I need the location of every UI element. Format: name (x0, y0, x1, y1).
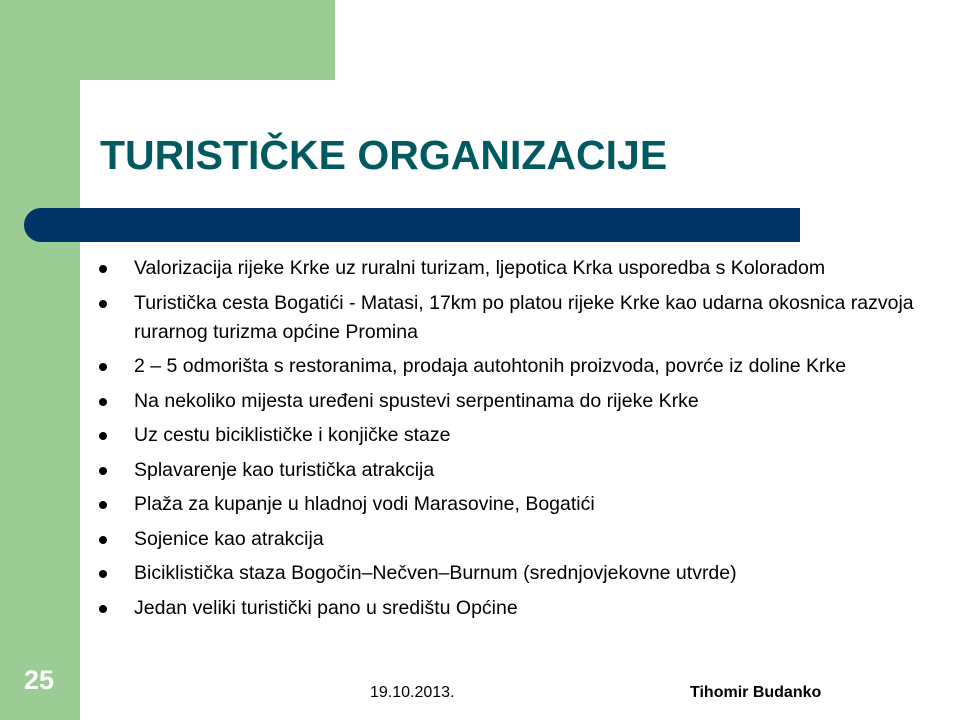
bullet-dot-icon (99, 570, 107, 578)
bullet-item (96, 490, 916, 519)
bullet-dot-icon (99, 432, 107, 440)
bullet-item (96, 387, 916, 416)
bullet-dot-icon (99, 300, 107, 308)
bullet-dot-icon (99, 398, 107, 406)
bullet-list (96, 254, 916, 628)
bullet-dot-icon (99, 536, 107, 544)
bullet-text: 2 – 5 odmorišta s restoranima, prodaja autohtonih proizvoda, povrće iz doline Krke (134, 355, 847, 377)
bullet-dot-icon (99, 265, 107, 273)
title-underline-bar (24, 208, 800, 242)
bullet-dot-icon (99, 501, 107, 509)
bullet-text: Na nekoliko mijesta uređeni spustevi serpentinama do rijeke Krke (134, 389, 699, 412)
bullet-item (96, 559, 916, 588)
bullet-dot-icon (99, 605, 107, 613)
bullet-text: Valorizacija rijeke Krke uz ruralni turizam, ljepotica Krka usporedba s Koloradom (134, 257, 826, 279)
green-top-panel (0, 0, 335, 80)
footer-date: 19.10.2013. (370, 684, 455, 701)
bullet-text: Splavarenje kao turistička atrakcija (134, 458, 435, 481)
bullet-text: Biciklistička staza Bogočin–Nečven–Burnum (srednjovjekovne utvrde) (134, 562, 737, 584)
bullet-text: Sojenice kao atrakcija (134, 527, 324, 550)
green-side-panel (0, 0, 80, 720)
bullet-item (96, 254, 916, 283)
bullet-dot-icon (99, 467, 107, 475)
bullet-text: Uz cestu biciklističke i konjičke staze (134, 424, 451, 446)
bullet-text: Turistička cesta Bogatići - Matasi, 17km po platou rijeke Krke kao udarna okosnica razvoja rurarnog turizma općine Promina (134, 291, 914, 343)
bullet-text: Plaža za kupanje u hladnoj vodi Marasovine, Bogatići (134, 493, 595, 515)
page-number: 25 (23, 665, 55, 695)
bullet-item (96, 594, 916, 623)
bullet-item (96, 352, 916, 381)
bullet-item (96, 456, 916, 485)
bullet-dot-icon (99, 363, 107, 371)
footer-author: Tihomir Budanko (690, 684, 822, 701)
bullet-item (96, 421, 916, 450)
slide-title: TURISTIČKE ORGANIZACIJE (100, 132, 668, 178)
bullet-item (96, 525, 916, 554)
bullet-text: Jedan veliki turistički pano u središtu Općine (134, 596, 518, 619)
bullet-item (96, 289, 916, 347)
